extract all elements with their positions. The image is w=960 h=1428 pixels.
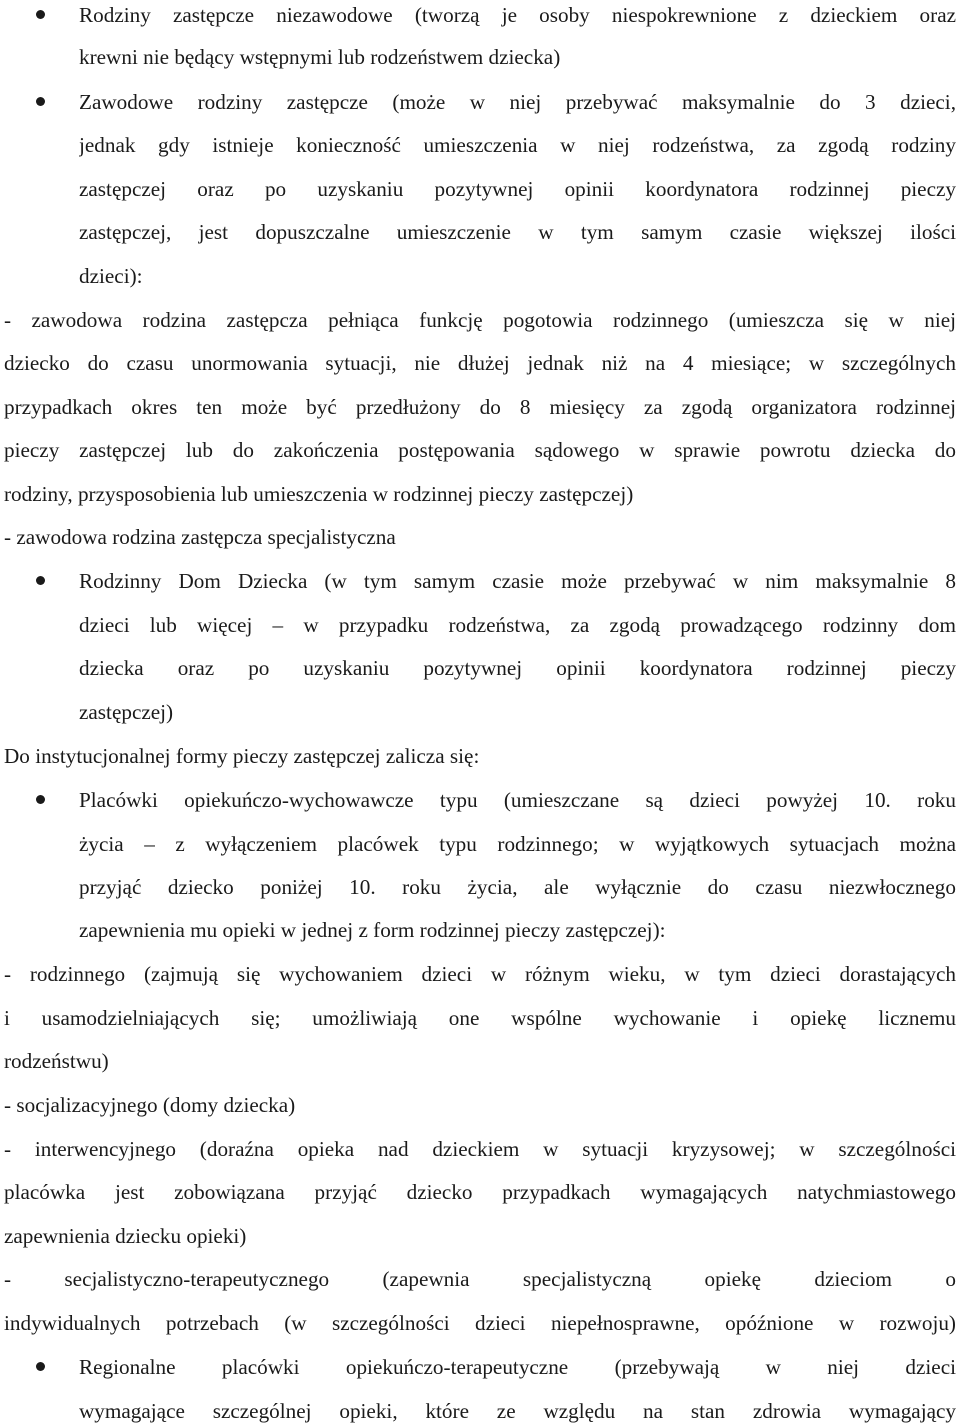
bullet-icon xyxy=(36,576,45,585)
text-line: Zawodowe rodziny zastępcze (może w niej przebywać maksymalnie do 3 dzieci, xyxy=(79,90,956,114)
text-line: dzieci lub więcej – w przypadku rodzeństwa, za zgodą prowadzącego rodzinny dom xyxy=(79,613,956,637)
text-line: placówka jest zobowiązana przyjąć dziecko przypadkach wymagających natychmiastowego xyxy=(4,1180,956,1204)
text-line: życia – z wyłączeniem placówek typu rodzinnego; w wyjątkowych sytuacjach można xyxy=(79,832,956,856)
text-line: Do instytucjonalnej formy pieczy zastępczej zalicza się: xyxy=(4,744,480,768)
text-line: zapewnienia mu opieki w jednej z form rodzinnej pieczy zastępczej): xyxy=(79,918,666,942)
text-line: dzieci): xyxy=(79,264,143,288)
text-line: indywidualnych potrzebach (w szczególności dzieci niepełnosprawne, opóźnione w rozwoju) xyxy=(4,1311,956,1335)
text-line: - zawodowa rodzina zastępcza specjalistyczna xyxy=(4,525,396,549)
text-line: Rodziny zastępcze niezawodowe (tworzą je osoby niespokrewnione z dzieckiem oraz xyxy=(79,3,956,27)
bullet-icon xyxy=(36,97,45,106)
text-line: jednak gdy istnieje konieczność umieszczenia w niej rodzeństwa, za zgodą rodziny xyxy=(79,133,956,157)
text-line: rodzeństwu) xyxy=(4,1049,109,1073)
text-line: - rodzinnego (zajmują się wychowaniem dzieci w różnym wieku, w tym dzieci dorastających xyxy=(4,962,956,986)
text-line: zastępczej) xyxy=(79,700,174,724)
bullet-icon xyxy=(36,795,45,804)
text-line: wymagające szczególnej opieki, które ze względu na stan zdrowia wymagający xyxy=(79,1399,956,1423)
text-line: - interwencyjnego (doraźna opieka nad dzieckiem w sytuacji kryzysowej; w szczególności xyxy=(4,1137,956,1161)
text-line: i usamodzielniających się; umożliwiają one wspólne wychowanie i opiekę licznemu xyxy=(4,1006,956,1030)
text-line: Regionalne placówki opiekuńczo-terapeutyczne (przebywają w niej dzieci xyxy=(79,1355,956,1379)
text-line: Rodzinny Dom Dziecka (w tym samym czasie może przebywać w nim maksymalnie 8 xyxy=(79,569,956,593)
bullet-icon xyxy=(36,10,45,19)
text-line: zastępczej oraz po uzyskaniu pozytywnej opinii koordynatora rodzinnej pieczy xyxy=(79,177,956,201)
text-line: przypadkach okres ten może być przedłużony do 8 miesięcy za zgodą organizatora rodzinnej xyxy=(4,395,956,419)
text-line: przyjąć dziecko poniżej 10. roku życia, ale wyłącznie do czasu niezwłocznego xyxy=(79,875,956,899)
text-line: rodziny, przysposobienia lub umieszczenia w rodzinnej pieczy zastępczej) xyxy=(4,482,634,506)
text-line: dziecko do czasu unormowania sytuacji, nie dłużej jednak niż na 4 miesiące; w szczególnych xyxy=(4,351,956,375)
text-line: pieczy zastępczej lub do zakończenia postępowania sądowego w sprawie powrotu dziecka do xyxy=(4,438,956,462)
text-line: - zawodowa rodzina zastępcza pełniąca funkcję pogotowia rodzinnego (umieszcza się w niej xyxy=(4,308,956,332)
text-line: Placówki opiekuńczo-wychowawcze typu (umieszczane są dzieci powyżej 10. roku xyxy=(79,788,956,812)
text-line: - socjalizacyjnego (domy dziecka) xyxy=(4,1093,296,1117)
text-line: dziecka oraz po uzyskaniu pozytywnej opinii koordynatora rodzinnej pieczy xyxy=(79,656,956,680)
text-line: zastępczej, jest dopuszczalne umieszczenie w tym samym czasie większej ilości xyxy=(79,220,956,244)
text-line: - secjalistyczno-terapeutycznego (zapewnia specjalistyczną opiekę dzieciom o xyxy=(4,1267,956,1291)
text-line: krewni nie będący wstępnymi lub rodzeństwem dziecka) xyxy=(79,45,561,69)
bullet-icon xyxy=(36,1362,45,1371)
text-line: zapewnienia dziecku opieki) xyxy=(4,1224,247,1248)
